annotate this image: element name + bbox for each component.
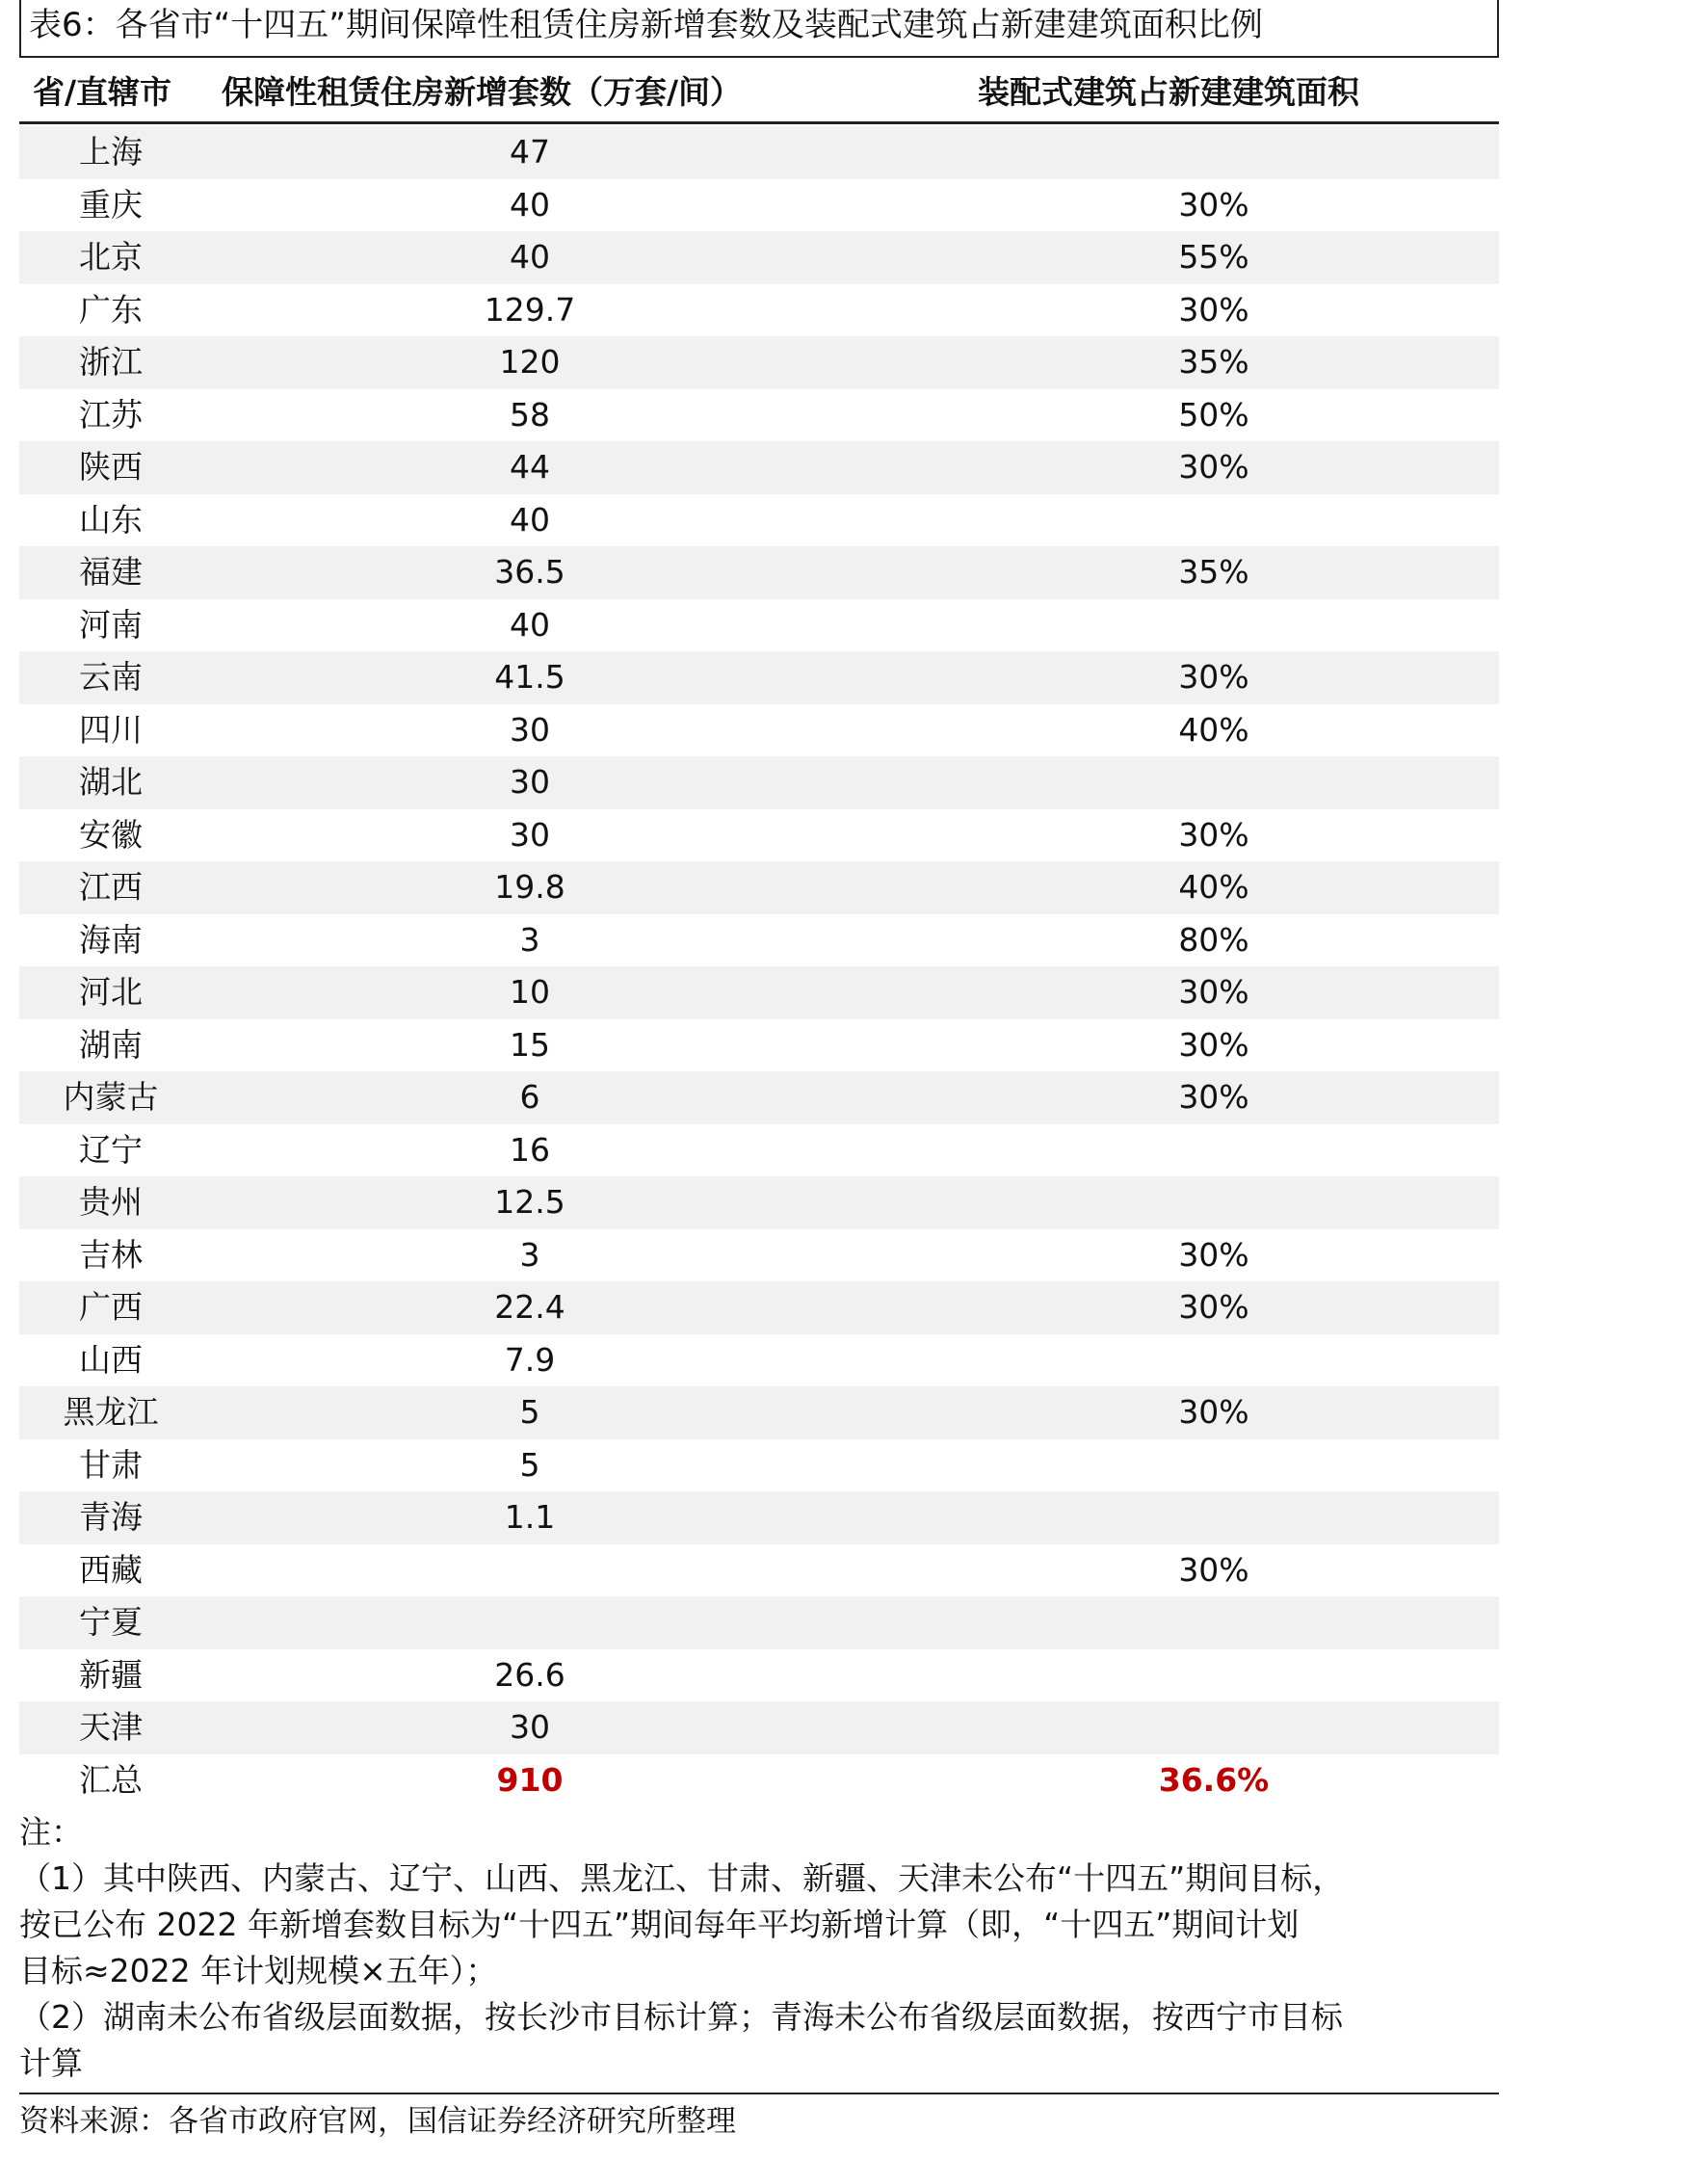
cell-units: 129.7: [484, 290, 576, 329]
cell-units: 3: [519, 1235, 540, 1274]
header-province: 省/直辖市: [33, 73, 172, 111]
table-row: [19, 1596, 1499, 1649]
cell-province: 西藏: [79, 1550, 143, 1589]
table-header: [19, 64, 1499, 121]
table-row: [19, 126, 1499, 179]
cell-units: 41.5: [494, 658, 565, 696]
cell-units: 12.5: [494, 1183, 565, 1221]
cell-ratio: 30%: [1178, 1550, 1249, 1589]
table-row: [19, 1334, 1499, 1387]
total-ratio: 36.6%: [1158, 1760, 1270, 1799]
cell-units: 30: [510, 763, 550, 801]
cell-units: 7.9: [504, 1340, 556, 1379]
cell-units: 3: [519, 920, 540, 959]
header-divider: [19, 121, 1499, 124]
cell-units: 30: [510, 1708, 550, 1746]
cell-units: 40: [510, 605, 550, 644]
cell-ratio: 30%: [1178, 1393, 1249, 1431]
cell-ratio: 30%: [1178, 1288, 1249, 1326]
cell-province: 四川: [79, 710, 143, 749]
table-row: [19, 1176, 1499, 1229]
header-units: 保障性租赁住房新增套数（万套/间）: [222, 73, 743, 111]
table-row: [19, 1439, 1499, 1492]
cell-ratio: 35%: [1178, 343, 1249, 381]
table-row: [19, 1649, 1499, 1702]
table-row: [19, 966, 1499, 1019]
cell-units: 36.5: [494, 553, 565, 591]
cell-ratio: 30%: [1178, 290, 1249, 329]
table-row: [19, 1229, 1499, 1282]
cell-ratio: 30%: [1178, 815, 1249, 854]
cell-units: 58: [510, 395, 550, 434]
note-line: （2）湖南未公布省级层面数据，按长沙市目标计算；青海未公布省级层面数据，按西宁市目标: [19, 1998, 1343, 2036]
cell-province: 北京: [79, 238, 143, 276]
table-row: [19, 914, 1499, 967]
cell-units: 30: [510, 710, 550, 749]
cell-province: 河南: [79, 605, 143, 644]
cell-province: 福建: [79, 553, 143, 591]
cell-units: 5: [519, 1393, 540, 1431]
table-row: [19, 1124, 1499, 1177]
cell-units: 19.8: [494, 868, 565, 906]
cell-ratio: 40%: [1178, 710, 1249, 749]
note-line: 目标≈2022 年计划规模×五年）；: [19, 1952, 498, 1989]
cell-units: 44: [510, 448, 550, 486]
cell-units: 40: [510, 500, 550, 539]
cell-province: 安徽: [79, 815, 143, 854]
table-row: [19, 809, 1499, 862]
cell-units: 16: [510, 1130, 550, 1169]
cell-units: 6: [519, 1078, 540, 1116]
cell-units: 30: [510, 815, 550, 854]
cell-units: 26.6: [494, 1655, 565, 1694]
cell-ratio: 30%: [1178, 1235, 1249, 1274]
cell-province: 天津: [79, 1708, 143, 1746]
cell-units: 10: [510, 973, 550, 1011]
cell-ratio: 35%: [1178, 553, 1249, 591]
cell-province: 宁夏: [79, 1603, 143, 1641]
table-row: [19, 756, 1499, 809]
note-line: （1）其中陕西、内蒙古、辽宁、山西、黑龙江、甘肃、新疆、天津未公布“十四五”期间目标，: [19, 1859, 1345, 1897]
cell-ratio: 50%: [1178, 395, 1249, 434]
cell-province: 湖北: [79, 763, 143, 801]
cell-ratio: 40%: [1178, 868, 1249, 906]
table-row: [19, 1701, 1499, 1754]
table-row: [19, 546, 1499, 599]
cell-province: 山东: [79, 500, 143, 539]
cell-province: 辽宁: [79, 1130, 143, 1169]
notes-label: 注：: [19, 1813, 83, 1851]
cell-units: 40: [510, 185, 550, 224]
header-ratio: 装配式建筑占新建建筑面积: [978, 73, 1359, 111]
source-divider: [19, 2093, 1499, 2094]
cell-province: 新疆: [79, 1655, 143, 1694]
table-row: [19, 704, 1499, 757]
cell-province: 山西: [79, 1340, 143, 1379]
cell-province: 河北: [79, 973, 143, 1011]
cell-units: 5: [519, 1445, 540, 1484]
cell-province: 湖南: [79, 1025, 143, 1064]
table-row: [19, 1019, 1499, 1072]
table-row: [19, 861, 1499, 914]
total-units: 910: [496, 1760, 564, 1799]
cell-province: 云南: [79, 658, 143, 696]
cell-province: 内蒙古: [63, 1078, 159, 1116]
cell-province: 海南: [79, 920, 143, 959]
cell-ratio: 30%: [1178, 1078, 1249, 1116]
cell-province: 江苏: [79, 395, 143, 434]
cell-units: 47: [510, 133, 550, 171]
cell-province: 吉林: [79, 1235, 143, 1274]
cell-province: 青海: [79, 1498, 143, 1536]
cell-province: 江西: [79, 868, 143, 906]
cell-province: 陕西: [79, 448, 143, 486]
table-row: [19, 494, 1499, 547]
cell-province: 贵州: [79, 1183, 143, 1221]
cell-province: 广西: [79, 1288, 143, 1326]
source-text: 资料来源：各省市政府官网，国信证券经济研究所整理: [19, 2104, 736, 2139]
cell-units: 120: [499, 343, 561, 381]
cell-ratio: 30%: [1178, 1025, 1249, 1064]
cell-province: 甘肃: [79, 1445, 143, 1484]
cell-province: 黑龙江: [63, 1393, 159, 1431]
table-row: [19, 1544, 1499, 1597]
cell-province: 浙江: [79, 343, 143, 381]
table-row: [19, 284, 1499, 337]
table-row: [19, 1071, 1499, 1124]
notes: [19, 1809, 1512, 2087]
cell-province: 重庆: [79, 185, 143, 224]
cell-ratio: 30%: [1178, 658, 1249, 696]
table-row: [19, 651, 1499, 704]
cell-ratio: 30%: [1178, 973, 1249, 1011]
table-row: [19, 389, 1499, 442]
cell-ratio: 80%: [1178, 920, 1249, 959]
cell-units: 40: [510, 238, 550, 276]
table-row: [19, 1386, 1499, 1439]
cell-ratio: 30%: [1178, 185, 1249, 224]
cell-units: 22.4: [494, 1288, 565, 1326]
cell-province: 广东: [79, 290, 143, 329]
cell-ratio: 30%: [1178, 448, 1249, 486]
note-line: 按已公布 2022 年新增套数目标为“十四五”期间每年平均新增计算（即，“十四五”期间计划: [19, 1906, 1300, 1943]
table-row: [19, 1491, 1499, 1544]
cell-province: 上海: [79, 133, 143, 171]
total-label: 汇总: [79, 1760, 143, 1799]
table-row: [19, 336, 1499, 389]
table-row: [19, 231, 1499, 284]
cell-ratio: 55%: [1178, 238, 1249, 276]
table-body: [19, 126, 1499, 1806]
table-title: 表6：各省市“十四五”期间保障性租赁住房新增套数及装配式建筑占新建建筑面积比例: [19, 0, 1499, 58]
table-row: [19, 1281, 1499, 1334]
cell-units: 15: [510, 1025, 550, 1064]
table-row: [19, 441, 1499, 494]
table-row: [19, 179, 1499, 232]
table-row: [19, 599, 1499, 652]
note-line: 计算: [19, 2044, 83, 2082]
total-row: [19, 1754, 1499, 1807]
cell-units: 1.1: [504, 1498, 556, 1536]
